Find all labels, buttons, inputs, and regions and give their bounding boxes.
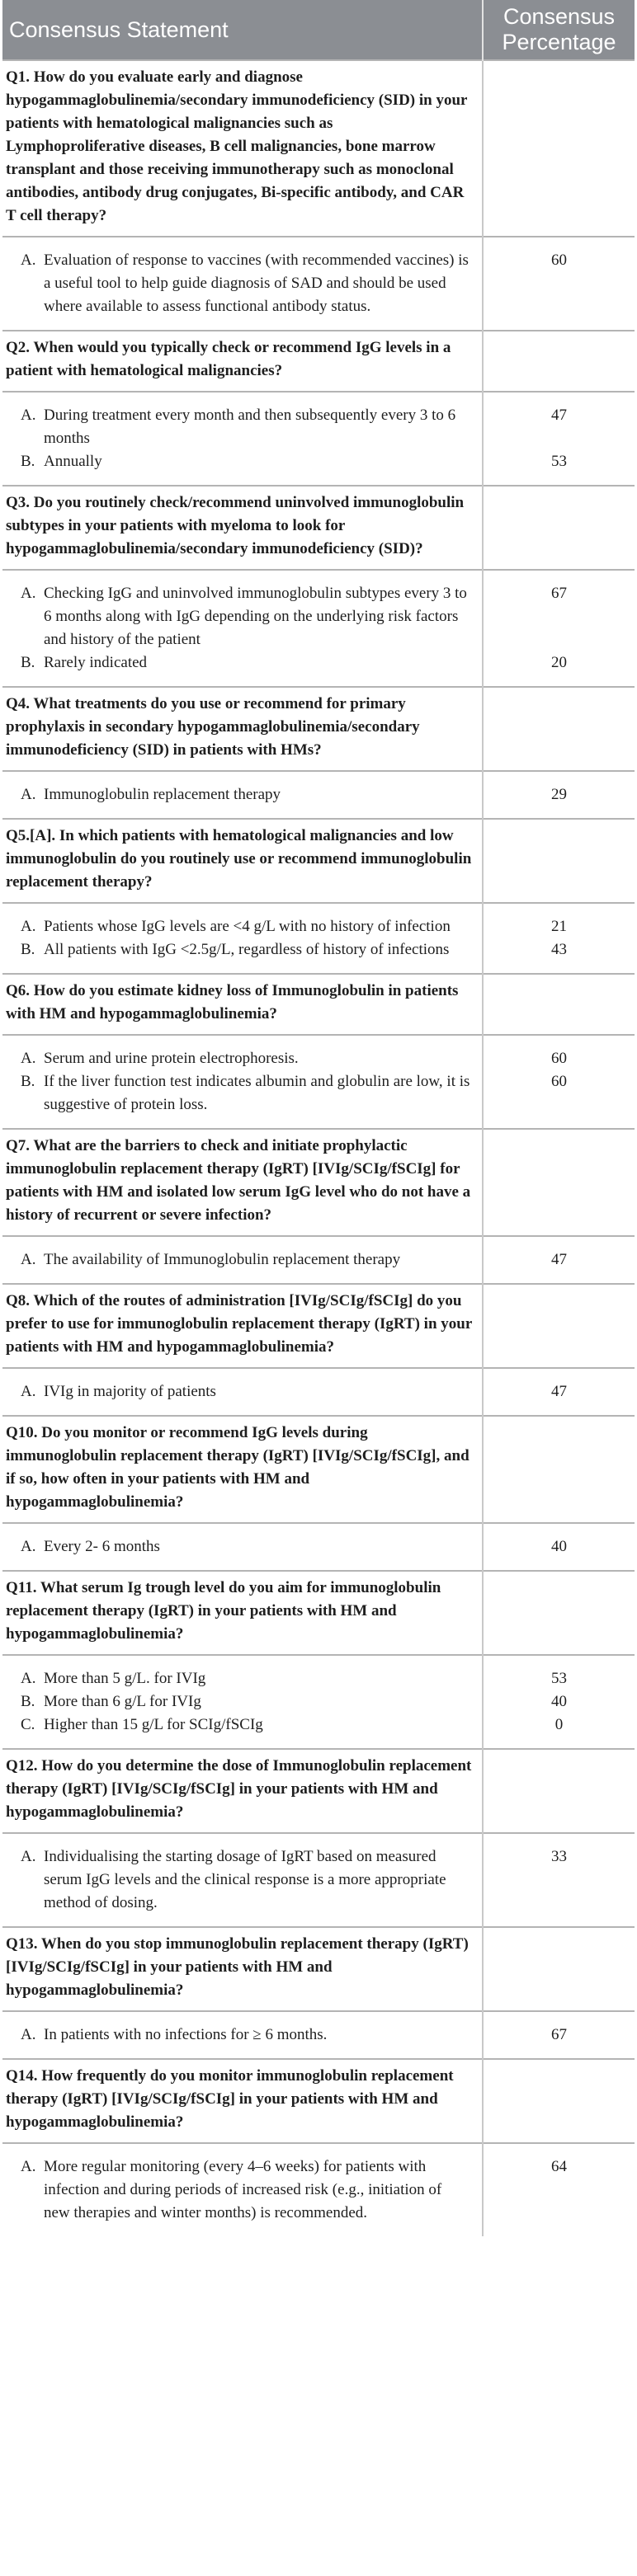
option-text: More than 6 g/L for IVIg: [44, 1693, 201, 1710]
consensus-percentage-value: 40: [551, 1538, 567, 1555]
consensus-percentage-value: 53: [551, 1670, 567, 1687]
answer-option: [21, 1047, 470, 1070]
question-percentage-empty: [483, 1129, 635, 1236]
question-percentage-empty: [483, 687, 635, 771]
answer-option: [21, 1667, 470, 1690]
answer-option: [21, 938, 470, 961]
option-letter: A.: [21, 1251, 36, 1268]
answer-row: [2, 2011, 635, 2059]
question-text: Q14. How frequently do you monitor immunoglobulin replacement therapy (IgRT) [IVIg/SCIg/fSCIg] in your patients with HM and hypogammaglobulinemia?: [2, 2059, 483, 2143]
answer-row: [2, 2143, 635, 2236]
answer-row: [2, 903, 635, 974]
header-consensus-statement: Consensus Statement: [2, 0, 483, 60]
consensus-percentage-value: 47: [551, 1383, 567, 1400]
consensus-percentage-value: 53: [551, 453, 567, 470]
answer-options: [2, 237, 483, 331]
option-letter: B.: [21, 453, 35, 470]
question-row: [2, 2059, 635, 2143]
answer-option: [21, 1380, 470, 1403]
option-letter: A.: [21, 1848, 36, 1865]
option-text: Immunoglobulin replacement therapy: [44, 786, 281, 803]
answer-option: [21, 1690, 470, 1713]
answer-options: [2, 392, 483, 486]
consensus-percentage-value: 64: [551, 2158, 567, 2175]
question-row: [2, 687, 635, 771]
question-row: [2, 486, 635, 570]
answer-percentages: [483, 2011, 635, 2059]
answer-option: [21, 1070, 470, 1116]
consensus-percentage-value: 67: [551, 585, 567, 602]
question-text: Q12. How do you determine the dose of Immunoglobulin replacement therapy (IgRT) [IVIg/SCIg/fSCIg] in your patients with HM and hypogammaglobulinemia?: [2, 1749, 483, 1833]
consensus-percentage-value: 0: [554, 1716, 564, 1733]
question-percentage-empty: [483, 2059, 635, 2143]
answer-row: [2, 1833, 635, 1927]
question-text: Q10. Do you monitor or recommend IgG levels during immunoglobulin replacement therapy (IgRT) [IVIg/SCIg/fSCIg], and if so, how often in your patients with HM and hypogammaglobulinemia?: [2, 1416, 483, 1523]
answer-option: [21, 582, 470, 651]
question-row: [2, 1571, 635, 1655]
answer-percentages: [483, 1035, 635, 1129]
question-row: [2, 974, 635, 1035]
option-letter: B.: [21, 941, 35, 958]
option-letter: A.: [21, 1050, 36, 1067]
answer-percentages: [483, 1833, 635, 1927]
question-row: [2, 819, 635, 903]
consensus-percentage-value: 29: [551, 786, 567, 803]
question-text: Q13. When do you stop immunoglobulin replacement therapy (IgRT) [IVIg/SCIg/fSCIg] in your patients with HM and hypogammaglobulinemia?: [2, 1927, 483, 2011]
answer-row: [2, 1368, 635, 1416]
option-text: More regular monitoring (every 4–6 weeks) for patients with infection and during periods of increased risk (e.g., initiation of new therapies and winter months) is recommended.: [44, 2158, 442, 2221]
consensus-percentage-value: 67: [551, 2026, 567, 2043]
answer-option: [21, 1248, 470, 1272]
question-row: [2, 1749, 635, 1833]
answer-percentages: [483, 1655, 635, 1749]
option-text: Serum and urine protein electrophoresis.: [44, 1050, 299, 1067]
option-letter: A.: [21, 1538, 36, 1555]
option-letter: A.: [21, 918, 36, 935]
option-letter: A.: [21, 251, 36, 269]
answer-row: [2, 1236, 635, 1284]
answer-row: [2, 237, 635, 331]
consensus-percentage-value: 60: [551, 1050, 567, 1067]
question-text: Q3. Do you routinely check/recommend uninvolved immunoglobulin subtypes in your patients with myeloma to look for hypogammaglobulinemia/secondary immunodeficiency (SID)?: [2, 486, 483, 570]
option-text: Patients whose IgG levels are <4 g/L with no history of infection: [44, 918, 451, 935]
option-text: IVIg in majority of patients: [44, 1383, 216, 1400]
option-letter: A.: [21, 585, 36, 602]
option-text: Checking IgG and uninvolved immunoglobulin subtypes every 3 to 6 months along with IgG depending on the underlying risk factors and history of the patient: [44, 585, 467, 648]
answer-options: [2, 1833, 483, 1927]
consensus-table: [2, 0, 635, 2236]
option-letter: B.: [21, 654, 35, 671]
table-body: [2, 60, 635, 2236]
consensus-percentage-value: 40: [551, 1693, 567, 1710]
answer-percentages: [483, 1368, 635, 1416]
question-row: [2, 1416, 635, 1523]
answer-option: [21, 2024, 470, 2047]
option-letter: B.: [21, 1693, 35, 1710]
answer-option: [21, 249, 470, 318]
answer-options: [2, 2143, 483, 2236]
consensus-percentage-value: 60: [551, 1073, 567, 1090]
option-text: Higher than 15 g/L for SCIg/fSCIg: [44, 1716, 263, 1733]
answer-percentages: [483, 771, 635, 819]
option-text: Every 2- 6 months: [44, 1538, 160, 1555]
option-text: Rarely indicated: [44, 654, 148, 671]
question-percentage-empty: [483, 1416, 635, 1523]
answer-percentages: [483, 903, 635, 974]
answer-percentages: [483, 237, 635, 331]
answer-row: [2, 1035, 635, 1129]
header-consensus-percentage: Consensus Percentage: [483, 0, 635, 60]
answer-options: [2, 1236, 483, 1284]
option-letter: A.: [21, 2026, 36, 2043]
question-row: [2, 331, 635, 392]
question-percentage-empty: [483, 60, 635, 237]
question-row: [2, 1129, 635, 1236]
option-text: Annually: [44, 453, 102, 470]
answer-percentages: [483, 1236, 635, 1284]
question-text: Q6. How do you estimate kidney loss of Immunoglobulin in patients with HM and hypogammaglobulinemia?: [2, 974, 483, 1035]
option-letter: A.: [21, 786, 36, 803]
answer-percentages: [483, 2143, 635, 2236]
consensus-percentage-value: 20: [551, 654, 567, 671]
question-text: Q11. What serum Ig trough level do you aim for immunoglobulin replacement therapy (IgRT) in your patients with HM and hypogammaglobulinemia?: [2, 1571, 483, 1655]
answer-option: [21, 1845, 470, 1915]
option-letter: C.: [21, 1716, 35, 1733]
answer-options: [2, 1655, 483, 1749]
option-text: All patients with IgG <2.5g/L, regardless of history of infections: [44, 941, 450, 958]
option-letter: A.: [21, 407, 36, 424]
option-letter: A.: [21, 2158, 36, 2175]
answer-row: [2, 1523, 635, 1571]
question-percentage-empty: [483, 1571, 635, 1655]
answer-options: [2, 903, 483, 974]
answer-option: [21, 651, 470, 675]
answer-options: [2, 570, 483, 687]
answer-options: [2, 771, 483, 819]
question-text: Q7. What are the barriers to check and initiate prophylactic immunoglobulin replacement therapy (IgRT) [IVIg/SCIg/fSCIg] for patients with HM and isolated low serum IgG level who do not have a history of recurrent or severe infection?: [2, 1129, 483, 1236]
question-text: Q2. When would you typically check or recommend IgG levels in a patient with hematological malignancies?: [2, 331, 483, 392]
question-text: Q8. Which of the routes of administration [IVIg/SCIg/fSCIg] do you prefer to use for immunoglobulin replacement therapy (IgRT) in your patients with HM and hypogammaglobulinemia?: [2, 1284, 483, 1368]
option-text: Evaluation of response to vaccines (with recommended vaccines) is a useful tool to help guide diagnosis of SAD and should be used where available to assess functional antibody status.: [44, 251, 469, 315]
answer-options: [2, 1035, 483, 1129]
question-row: [2, 1927, 635, 2011]
question-percentage-empty: [483, 486, 635, 570]
answer-percentages: [483, 1523, 635, 1571]
answer-percentages: [483, 570, 635, 687]
option-text: More than 5 g/L. for IVIg: [44, 1670, 206, 1687]
consensus-percentage-value: 47: [551, 407, 567, 424]
header-row: [2, 0, 635, 60]
option-text: The availability of Immunoglobulin replacement therapy: [44, 1251, 401, 1268]
question-row: [2, 60, 635, 237]
answer-row: [2, 771, 635, 819]
answer-options: [2, 2011, 483, 2059]
question-percentage-empty: [483, 1927, 635, 2011]
option-letter: A.: [21, 1670, 36, 1687]
consensus-percentage-value: 47: [551, 1251, 567, 1268]
answer-row: [2, 392, 635, 486]
question-percentage-empty: [483, 331, 635, 392]
option-text: During treatment every month and then subsequently every 3 to 6 months: [44, 407, 456, 447]
question-text: Q5.[A]. In which patients with hematological malignancies and low immunoglobulin do you routinely use or recommend immunoglobulin replacement therapy?: [2, 819, 483, 903]
question-text: Q1. How do you evaluate early and diagnose hypogammaglobulinemia/secondary immunodeficiency (SID) in your patients with hematological malignancies such as Lymphoproliferative diseases, B cell malignancies, bone marrow transplant and those receiving immunotherapy such as monoclonal antibodies, antibody drug conjugates, Bi-specific antibody, and CAR T cell therapy?: [2, 60, 483, 237]
consensus-percentage-value: 43: [551, 941, 567, 958]
answer-options: [2, 1368, 483, 1416]
answer-option: [21, 450, 470, 473]
answer-option: [21, 404, 470, 450]
option-text: In patients with no infections for ≥ 6 months.: [44, 2026, 328, 2043]
consensus-percentage-value: 21: [551, 918, 567, 935]
option-text: Individualising the starting dosage of IgRT based on measured serum IgG levels and the clinical response is a more appropriate method of dosing.: [44, 1848, 446, 1911]
answer-percentages: [483, 392, 635, 486]
question-percentage-empty: [483, 1749, 635, 1833]
answer-option: [21, 1535, 470, 1558]
option-letter: B.: [21, 1073, 35, 1090]
consensus-percentage-value: 33: [551, 1848, 567, 1865]
consensus-percentage-value: 60: [551, 251, 567, 269]
question-row: [2, 1284, 635, 1368]
answer-row: [2, 1655, 635, 1749]
question-text: Q4. What treatments do you use or recommend for primary prophylaxis in secondary hypogammaglobulinemia/secondary immunodeficiency (SID) in patients with HMs?: [2, 687, 483, 771]
question-percentage-empty: [483, 1284, 635, 1368]
answer-option: [21, 1713, 470, 1737]
answer-option: [21, 2155, 470, 2225]
answer-row: [2, 570, 635, 687]
answer-option: [21, 783, 470, 806]
question-percentage-empty: [483, 819, 635, 903]
question-percentage-empty: [483, 974, 635, 1035]
option-text: If the liver function test indicates albumin and globulin are low, it is suggestive of protein loss.: [44, 1073, 470, 1113]
answer-option: [21, 915, 470, 938]
option-letter: A.: [21, 1383, 36, 1400]
answer-options: [2, 1523, 483, 1571]
